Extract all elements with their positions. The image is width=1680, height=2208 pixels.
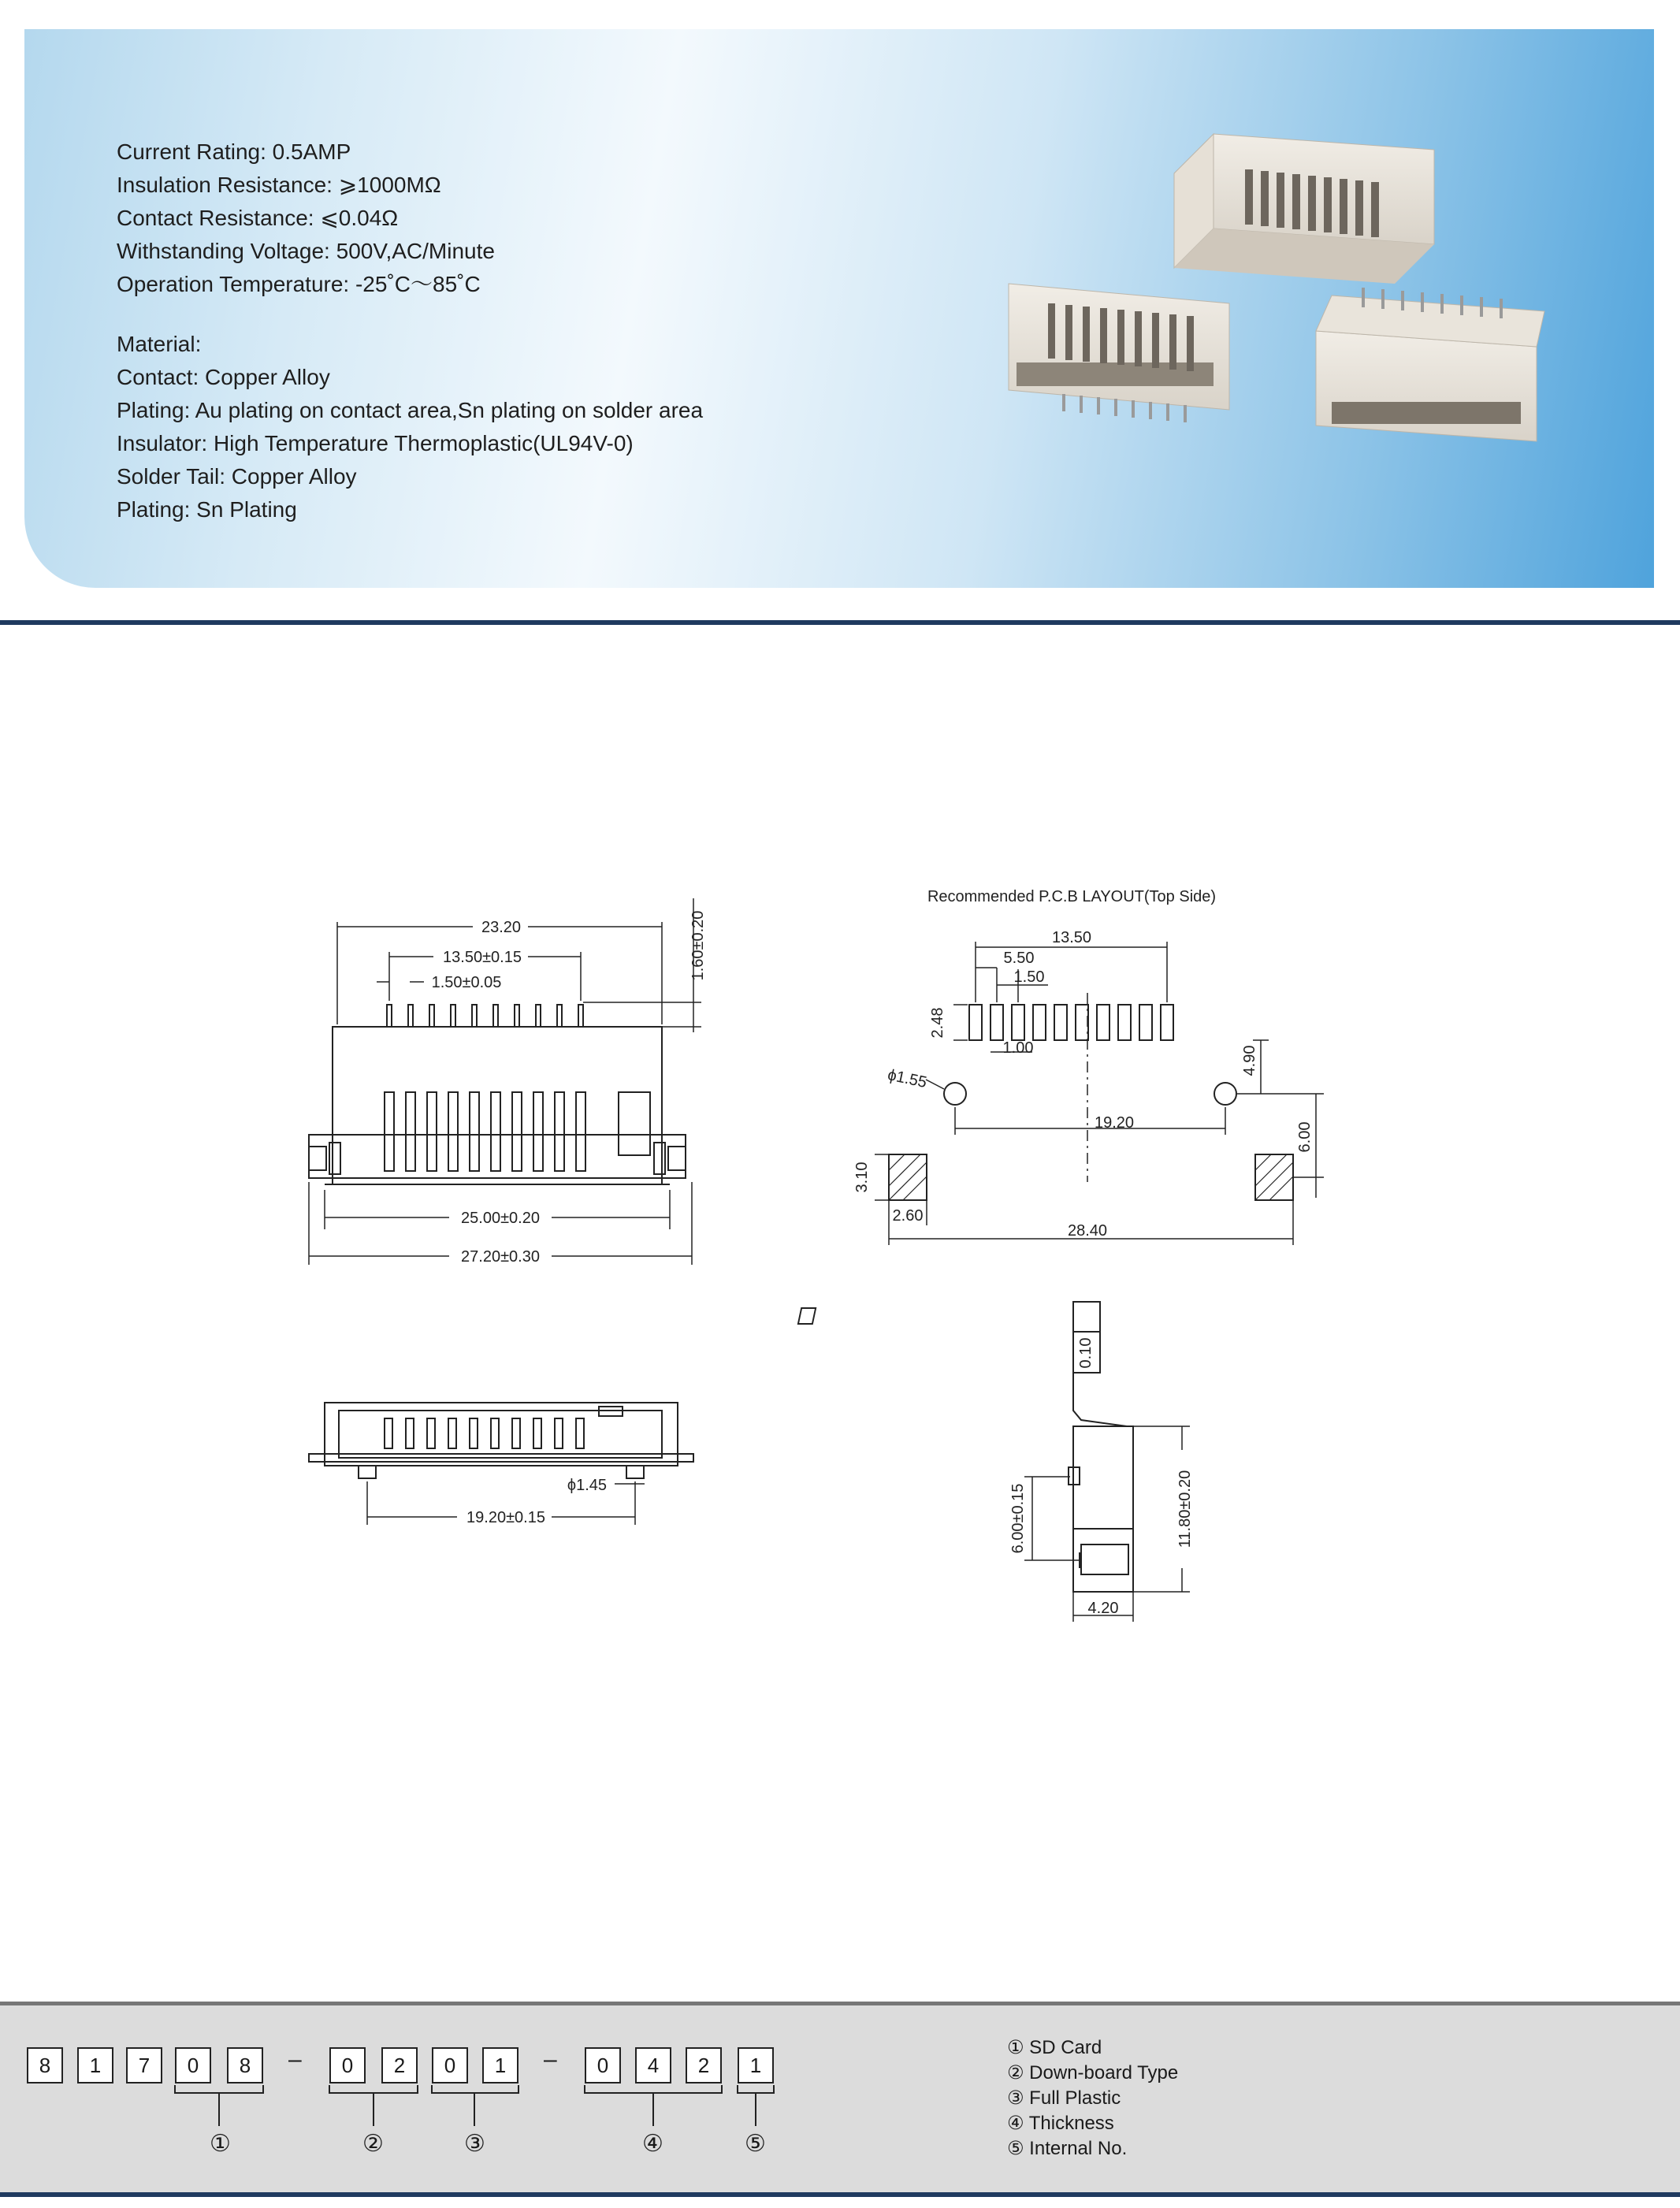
pn-marker-4: ④ — [642, 2130, 663, 2158]
material-insulator: Insulator: High Temperature Thermoplastic(UL94V-0) — [117, 431, 634, 455]
pn-digit: 2 — [381, 2047, 418, 2083]
material-heading: Material: — [117, 332, 202, 356]
pn-digit: 0 — [585, 2047, 621, 2083]
pn-digit: 0 — [175, 2047, 211, 2083]
pn-digit: 8 — [227, 2047, 263, 2083]
legend-item: ⑤ Internal No. — [1007, 2138, 1128, 2159]
part-number-legend — [1007, 2035, 1178, 2162]
bottom-divider — [0, 2192, 1680, 2197]
material-plating: Plating: Au plating on contact area,Sn plating on solder area — [117, 398, 704, 422]
pn-digit: 7 — [126, 2047, 162, 2083]
pn-marker-5: ⑤ — [745, 2130, 766, 2158]
pcb-dim-span: 13.50 — [1051, 929, 1092, 946]
material-solder-tail: Solder Tail: Copper Alloy — [117, 464, 357, 489]
material-contact: Contact: Copper Alloy — [117, 365, 330, 389]
material-solder-plating: Plating: Sn Plating — [117, 497, 297, 522]
pcb-dim-hole-span: 19.20 — [1094, 1114, 1135, 1132]
pcb-dim-offset: 5.50 — [1003, 950, 1035, 967]
pn-digit: 1 — [77, 2047, 113, 2083]
pn-digit: 8 — [27, 2047, 63, 2083]
pcb-layout-drawing — [875, 942, 1324, 1245]
pcb-dim-pitch: 1.50 — [1013, 968, 1045, 986]
pn-separator: – — [544, 2046, 557, 2072]
pcb-dim-tab-span: 28.40 — [1067, 1222, 1108, 1240]
side-dim-peg-position: 6.00±0.15 — [1009, 1483, 1027, 1554]
spec-withstanding-voltage: Withstanding Voltage: 500V,AC/Minute — [117, 239, 495, 263]
part-number-brackets — [0, 2080, 867, 2136]
pn-marker-3: ③ — [464, 2130, 485, 2158]
pcb-dim-tab-width: 2.60 — [892, 1207, 924, 1225]
spec-contact-resistance: Contact Resistance: ⩽0.04Ω — [117, 206, 399, 230]
legend-item: ③ Full Plastic — [1007, 2087, 1121, 2109]
side-dim-height: 4.20 — [1087, 1600, 1119, 1617]
dim-width-top: 23.20 — [481, 919, 522, 936]
spec-current-rating: Current Rating: 0.5AMP — [117, 139, 351, 164]
dim-peg-span: 19.20±0.15 — [466, 1509, 545, 1526]
pn-digit: 0 — [329, 2047, 366, 2083]
dim-peg-diameter: ϕ1.45 — [567, 1477, 608, 1494]
legend-item: ① SD Card — [1007, 2037, 1102, 2058]
spec-operation-temperature: Operation Temperature: -25˚C～85˚C — [117, 272, 481, 296]
pn-digit: 1 — [738, 2047, 774, 2083]
pcb-layout-title: Recommended P.C.B LAYOUT(Top Side) — [927, 888, 1217, 905]
dim-pin-height: 1.60±0.20 — [689, 910, 707, 981]
pcb-dim-tab-offset: 6.00 — [1296, 1121, 1314, 1153]
pn-digit: 0 — [432, 2047, 468, 2083]
pn-marker-1: ① — [210, 2130, 231, 2158]
side-dim-flatness: 0.10 — [1077, 1337, 1095, 1369]
pn-digit: 2 — [686, 2047, 722, 2083]
pcb-dim-hole-offset: 4.90 — [1241, 1045, 1258, 1076]
dim-pitch-span: 13.50±0.15 — [443, 949, 522, 966]
legend-item: ④ Thickness — [1007, 2113, 1114, 2134]
pcb-dim-pad-width: 1.00 — [1002, 1039, 1034, 1057]
pn-digit: 4 — [635, 2047, 671, 2083]
side-dim-depth: 11.80±0.20 — [1176, 1470, 1194, 1548]
side-view-drawing — [798, 1302, 1190, 1622]
dim-pitch: 1.50±0.05 — [431, 974, 502, 991]
pn-marker-2: ② — [362, 2130, 384, 2158]
pn-digit: 1 — [482, 2047, 518, 2083]
dim-width-outer: 27.20±0.30 — [461, 1248, 540, 1266]
legend-item: ② Down-board Type — [1007, 2062, 1179, 2083]
bottom-view-drawing — [309, 1403, 693, 1525]
pcb-dim-pad-length: 2.48 — [929, 1007, 946, 1039]
pcb-dim-tab-height: 3.10 — [853, 1162, 871, 1193]
dim-width-inner: 25.00±0.20 — [461, 1210, 540, 1227]
pcb-dim-hole-diameter: ϕ1.55 — [886, 1066, 929, 1092]
pn-separator: – — [288, 2046, 302, 2072]
spec-insulation-resistance: Insulation Resistance: ⩾1000MΩ — [117, 173, 441, 197]
